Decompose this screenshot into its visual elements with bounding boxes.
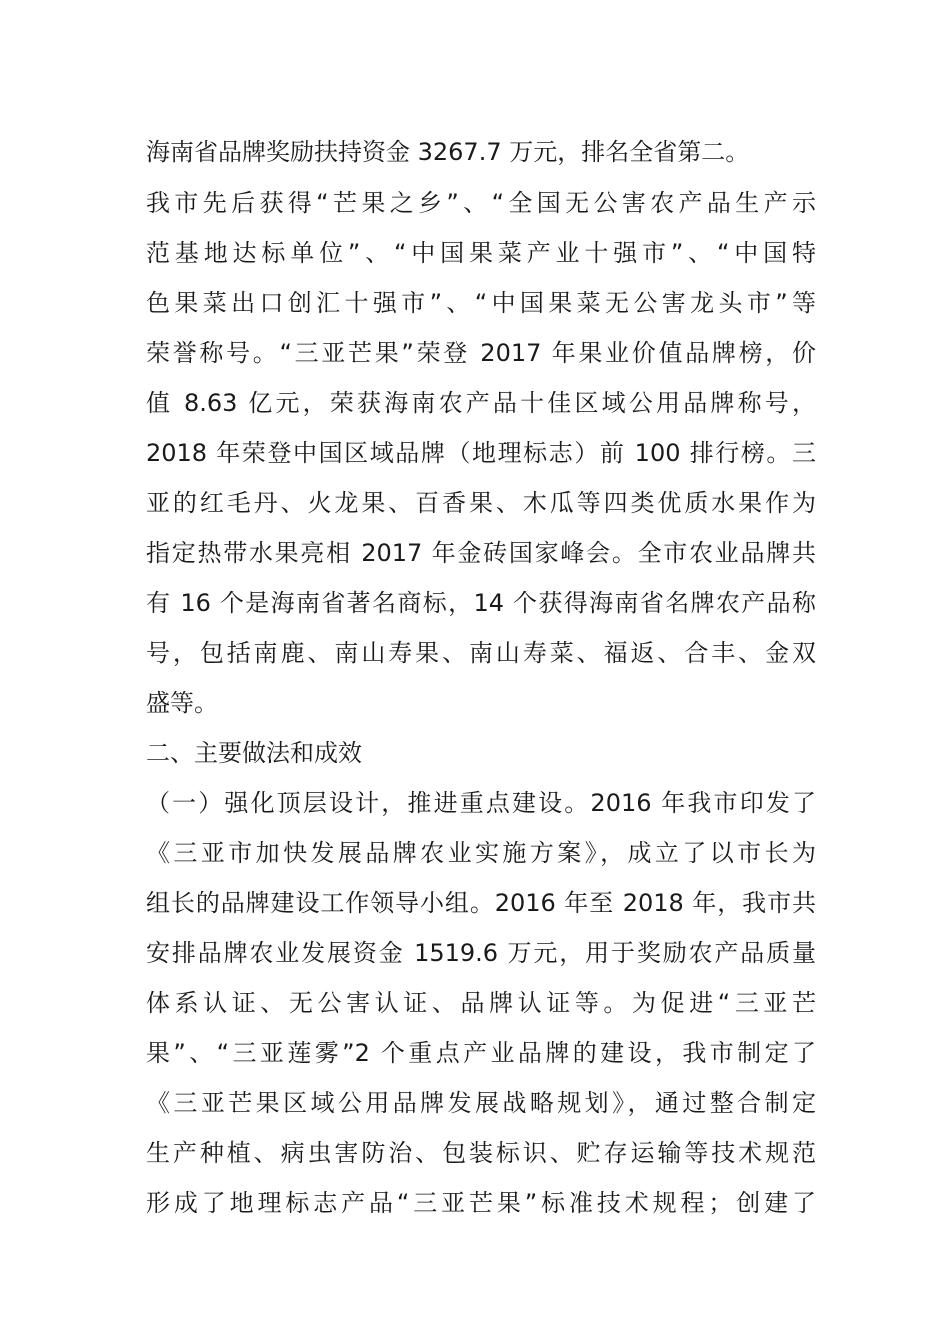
text-line-7: 2018 年荣登中国区域品牌（地理标志）前 100 排行榜。三 xyxy=(146,439,816,467)
text-line-1: 海南省品牌奖励扶持资金 3267.7 万元，排名全省第二。 xyxy=(146,138,750,166)
text-line-9: 指定热带水果亮相 2017 年金砖国家峰会。全市农业品牌共 xyxy=(146,539,816,567)
text-line-17: 安排品牌农业发展资金 1519.6 万元，用于奖励农产品质量 xyxy=(146,939,816,967)
text-line-6: 值 8.63 亿元，荣获海南农产品十佳区域公用品牌称号， xyxy=(146,389,816,417)
text-line-18: 体系认证、无公害认证、品牌认证等。为促进“三亚芒 xyxy=(146,989,816,1017)
text-line-8: 亚的红毛丹、火龙果、百香果、木瓜等四类优质水果作为 xyxy=(146,489,816,517)
text-line-4: 色果菜出口创汇十强市”、“中国果菜无公害龙头市”等 xyxy=(146,289,816,317)
text-line-12: 盛等。 xyxy=(146,689,218,717)
text-line-19: 果”、“三亚莲雾”2 个重点产业品牌的建设，我市制定了 xyxy=(146,1039,816,1067)
text-line-11: 号，包括南鹿、南山寿果、南山寿菜、福返、合丰、金双 xyxy=(146,639,816,667)
text-line-22: 形成了地理标志产品“三亚芒果”标准技术规程；创建了 xyxy=(146,1189,816,1217)
text-line-21: 生产种植、病虫害防治、包装标识、贮存运输等技术规范 xyxy=(146,1139,816,1167)
text-line-5: 荣誉称号。“三亚芒果”荣登 2017 年果业价值品牌榜，价 xyxy=(146,339,816,367)
text-line-16: 组长的品牌建设工作领导小组。2016 年至 2018 年，我市共 xyxy=(146,889,816,917)
text-line-3: 范基地达标单位”、“中国果菜产业十强市”、“中国特 xyxy=(146,239,816,267)
text-line-2: 我市先后获得“芒果之乡”、“全国无公害农产品生产示 xyxy=(146,189,816,217)
text-line-20: 《三亚芒果区域公用品牌发展战略规划》，通过整合制定 xyxy=(146,1089,816,1117)
section-heading: 二、主要做法和成效 xyxy=(146,739,362,767)
text-line-14: （一）强化顶层设计，推进重点建设。2016 年我市印发了 xyxy=(146,789,816,817)
text-line-15: 《三亚市加快发展品牌农业实施方案》，成立了以市长为 xyxy=(146,839,816,867)
text-line-10: 有 16 个是海南省著名商标，14 个获得海南省名牌农产品称 xyxy=(146,589,816,617)
